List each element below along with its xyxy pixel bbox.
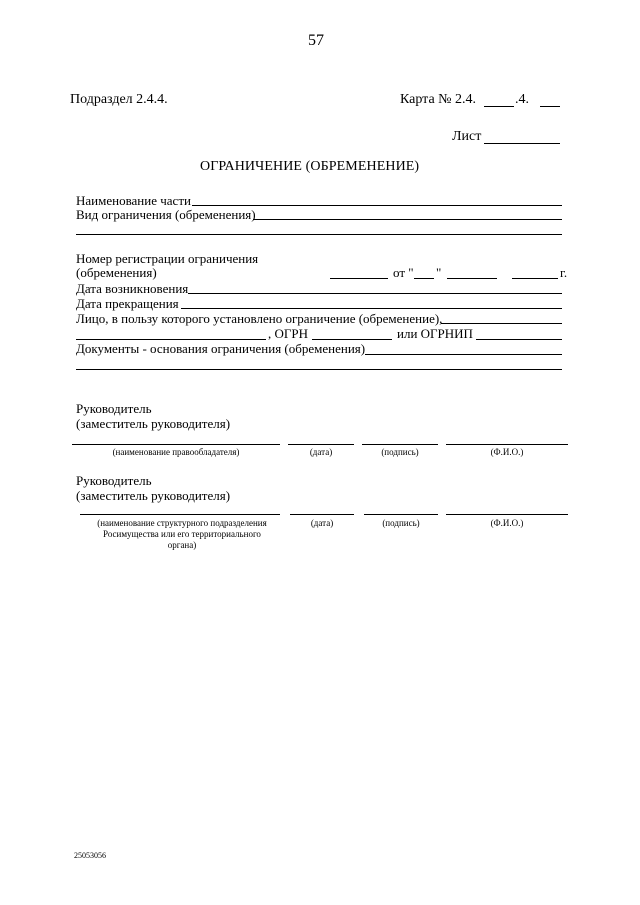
ogrnip-label: или ОГРНИП xyxy=(397,326,473,341)
signer-role-label: Руководитель xyxy=(76,401,152,416)
signer-role-sub-label: (заместитель руководителя) xyxy=(76,488,231,503)
reg-month-field[interactable] xyxy=(447,278,497,279)
reg-date-quote: " xyxy=(436,265,442,280)
documents-label: Документы - основания ограничения (обременения) xyxy=(76,341,366,356)
restriction-type-label: Вид ограничения (обременения) xyxy=(76,207,256,222)
beneficiary-label: Лицо, в пользу которого установлено ограничение (обременение), xyxy=(76,311,443,326)
ogrnip-field[interactable] xyxy=(476,339,562,340)
fio-sign-line[interactable] xyxy=(446,444,568,445)
reg-number-field[interactable] xyxy=(330,278,388,279)
fio-sign-line[interactable] xyxy=(446,514,568,515)
signature-caption: (подпись) xyxy=(382,518,420,528)
subsection-label: Подраздел 2.4.4. xyxy=(70,92,168,107)
year-suffix: г. xyxy=(560,265,568,280)
end-date-field[interactable] xyxy=(181,308,562,309)
reg-year-field[interactable] xyxy=(512,278,558,279)
reg-number-label-2: (обременения) xyxy=(76,265,157,280)
reg-date-from-label: от " xyxy=(393,265,414,280)
signer-role-sub-label: (заместитель руководителя) xyxy=(76,416,231,431)
ogrn-field[interactable] xyxy=(312,339,392,340)
start-date-label: Дата возникновения xyxy=(76,281,189,296)
date-caption: (дата) xyxy=(309,447,333,457)
page-number: 57 xyxy=(308,32,324,49)
fio-caption: (Ф.И.О.) xyxy=(490,518,524,528)
card-number-blank-2[interactable] xyxy=(540,106,560,107)
date-sign-line[interactable] xyxy=(290,514,354,515)
beneficiary-field[interactable] xyxy=(441,323,562,324)
end-date-label: Дата прекращения xyxy=(76,296,179,311)
owner-name-caption: (наименование правообладателя) xyxy=(112,447,240,457)
department-name-caption: (наименование структурного подразделения Росимущества или его территориального органа) xyxy=(97,518,267,550)
document-id: 25053056 xyxy=(74,851,106,860)
form-title: ОГРАНИЧЕНИЕ (ОБРЕМЕНЕНИЕ) xyxy=(200,159,420,174)
ogrn-label: , ОГРН xyxy=(268,326,309,341)
sheet-blank[interactable] xyxy=(484,143,560,144)
fio-caption: (Ф.И.О.) xyxy=(490,447,524,457)
beneficiary-field-line2[interactable] xyxy=(76,339,266,340)
date-sign-line[interactable] xyxy=(288,444,354,445)
signer-role-label: Руководитель xyxy=(76,473,152,488)
reg-number-label-1: Номер регистрации ограничения xyxy=(76,251,259,266)
signature-caption: (подпись) xyxy=(381,447,419,457)
department-name-sign-line[interactable] xyxy=(80,514,280,515)
card-number-label: Карта № 2.4. xyxy=(400,92,477,107)
card-number-blank-1[interactable] xyxy=(484,106,514,107)
documents-field-line2[interactable] xyxy=(76,369,562,370)
restriction-type-field-line2[interactable] xyxy=(76,234,562,235)
part-name-label: Наименование части xyxy=(76,193,191,208)
sheet-label: Лист xyxy=(452,129,482,144)
restriction-type-field[interactable] xyxy=(253,219,562,220)
start-date-field[interactable] xyxy=(188,293,562,294)
signature-line[interactable] xyxy=(364,514,438,515)
documents-field[interactable] xyxy=(365,354,562,355)
owner-name-sign-line[interactable] xyxy=(72,444,280,445)
reg-day-field[interactable] xyxy=(414,278,434,279)
date-caption: (дата) xyxy=(310,518,334,528)
part-name-field[interactable] xyxy=(192,205,562,206)
card-number-mid: .4. xyxy=(515,92,529,107)
signature-line[interactable] xyxy=(362,444,438,445)
